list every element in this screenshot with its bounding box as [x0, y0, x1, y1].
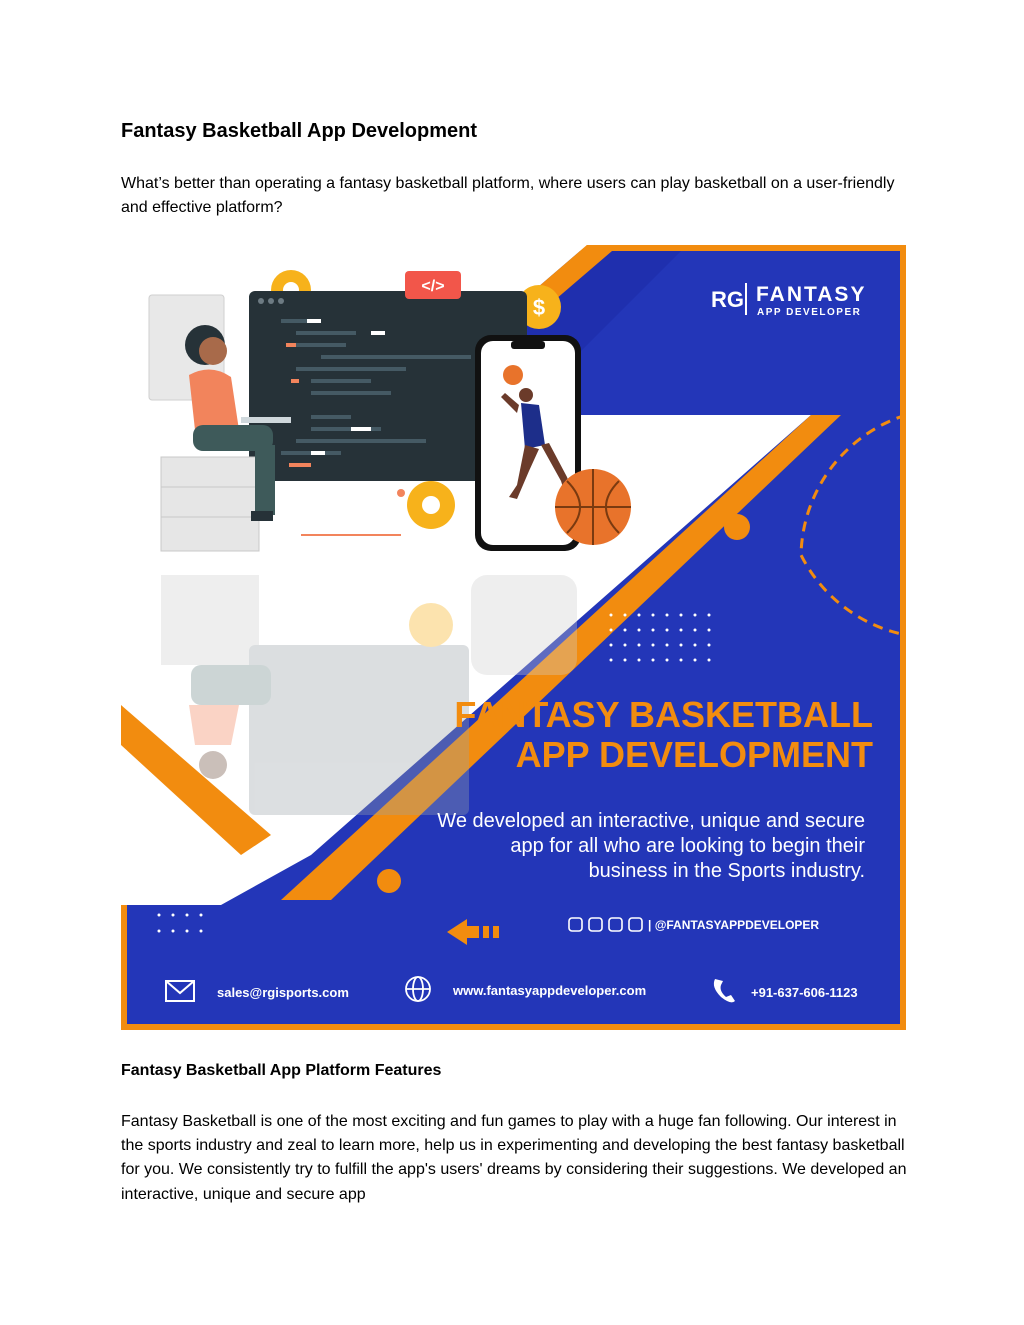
contact-website: www.fantasyappdeveloper.com — [453, 983, 647, 998]
svg-text:$: $ — [532, 295, 546, 320]
social-handle: | @FANTASYAPPDEVELOPER — [648, 918, 820, 932]
contact-phone: +91-637-606-1123 — [751, 985, 858, 1000]
intro-paragraph: What’s better than operating a fantasy basketball platform, where users can play basketball on a user-friendly and effective platform? — [121, 175, 895, 216]
server-stack-icon — [161, 457, 259, 551]
tagline-line-2: app for all who are looking to begin their — [510, 835, 865, 857]
logo-mark: RG — [711, 287, 744, 312]
tagline-line-1: We developed an interactive, unique and secure — [437, 810, 865, 832]
tagline-line-3: business in the Sports industry. — [588, 860, 865, 882]
logo-name: FANTASY — [756, 283, 867, 306]
contact-email: sales@rgisports.com — [217, 985, 349, 1000]
headline-line-1: FANTASY BASKETBALL — [454, 694, 873, 735]
page-title: Fantasy Basketball App Development — [121, 120, 478, 142]
section-heading: Fantasy Basketball App Platform Features — [121, 1062, 442, 1079]
section-paragraph: Fantasy Basketball is one of the most exciting and fun games to play with a huge fan following. Our interest in the sports industry and zeal to learn more, help us in experimenting and developing the best fantasy basketball for you. We consistently try to fulfill the app's users' dreams by considering their suggestions. We developed an interactive, unique and secure app — [121, 1113, 907, 1203]
code-tag-label: </> — [421, 278, 445, 295]
promo-banner — [121, 245, 906, 1030]
basketball-icon — [555, 469, 631, 545]
logo-subtitle: APP DEVELOPER — [757, 307, 862, 318]
headline-line-2: APP DEVELOPMENT — [515, 734, 873, 775]
